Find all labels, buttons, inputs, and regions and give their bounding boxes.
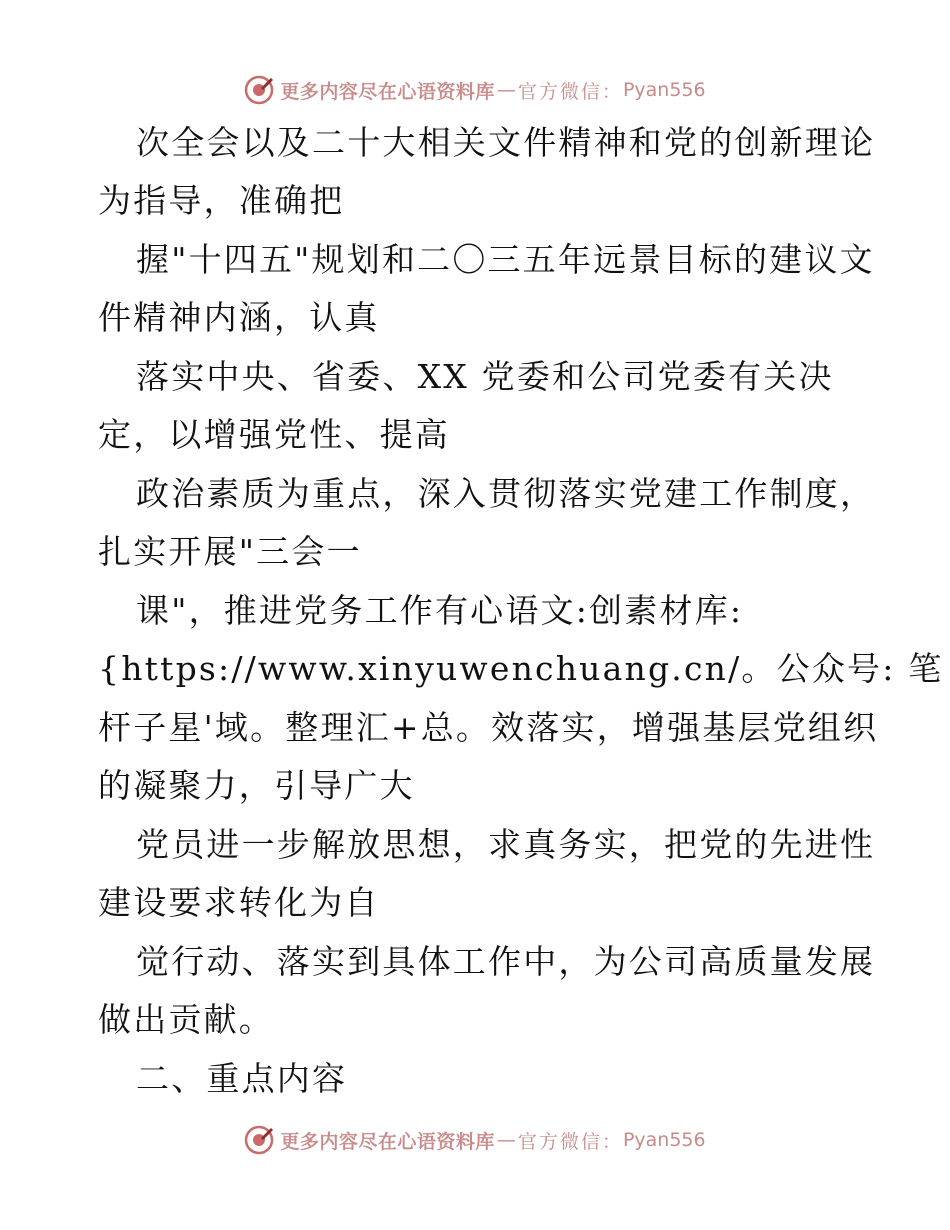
text-line: 杆子星'域。整理汇+总。效落实，增强基层党组织: [98, 708, 879, 747]
watermark-brand-text: 更多内容尽在心语资料库: [280, 1130, 495, 1153]
text-line: 定，以增强党性、提高: [98, 415, 450, 454]
watermark-separator: —: [496, 1129, 516, 1151]
text-line: 为指导，准确把: [98, 181, 345, 220]
text-line: 件精神内涵，认真: [98, 298, 380, 337]
text-line: 政治素质为重点，深入贯彻落实党建工作制度，: [136, 474, 876, 513]
watermark-wechat-id: Pyan556: [622, 79, 706, 101]
watermark-separator: —: [496, 79, 516, 101]
text-line: 课"，推进党务工作有心语文:创素材库:: [136, 591, 744, 630]
watermark-brand-text: 更多内容尽在心语资料库: [280, 80, 495, 103]
text-line: 建设要求转化为自: [98, 883, 380, 922]
text-line: 做出贡献。: [98, 1000, 274, 1039]
text-line: 扎实开展"三会一: [98, 532, 362, 571]
text-line: {https://www.xinyuwenchuang.cn/。公众号: 笔: [98, 649, 944, 688]
footer-watermark: [0, 1122, 950, 1158]
text-line: 次全会以及二十大相关文件精神和党的创新理论: [136, 123, 876, 162]
text-line: 党员进一步解放思想，求真务实，把党的先进性: [136, 825, 876, 864]
watermark-wechat-label: 官方微信：: [517, 80, 623, 103]
watermark-wechat-id: Pyan556: [622, 1129, 706, 1151]
pen-logo-icon: [244, 75, 274, 105]
text-line: 落实中央、省委、XX 党委和公司党委有关决: [136, 357, 834, 396]
header-watermark: [0, 72, 950, 108]
text-line: 握"十四五"规划和二〇三五年远景目标的建议文: [136, 240, 875, 279]
section-heading: 二、重点内容: [136, 1059, 348, 1098]
text-line: 的凝聚力，引导广大: [98, 766, 415, 805]
text-line: 觉行动、落实到具体工作中，为公司高质量发展: [136, 942, 876, 981]
watermark-wechat-label: 官方微信：: [517, 1130, 623, 1153]
pen-logo-icon: [244, 1125, 274, 1155]
